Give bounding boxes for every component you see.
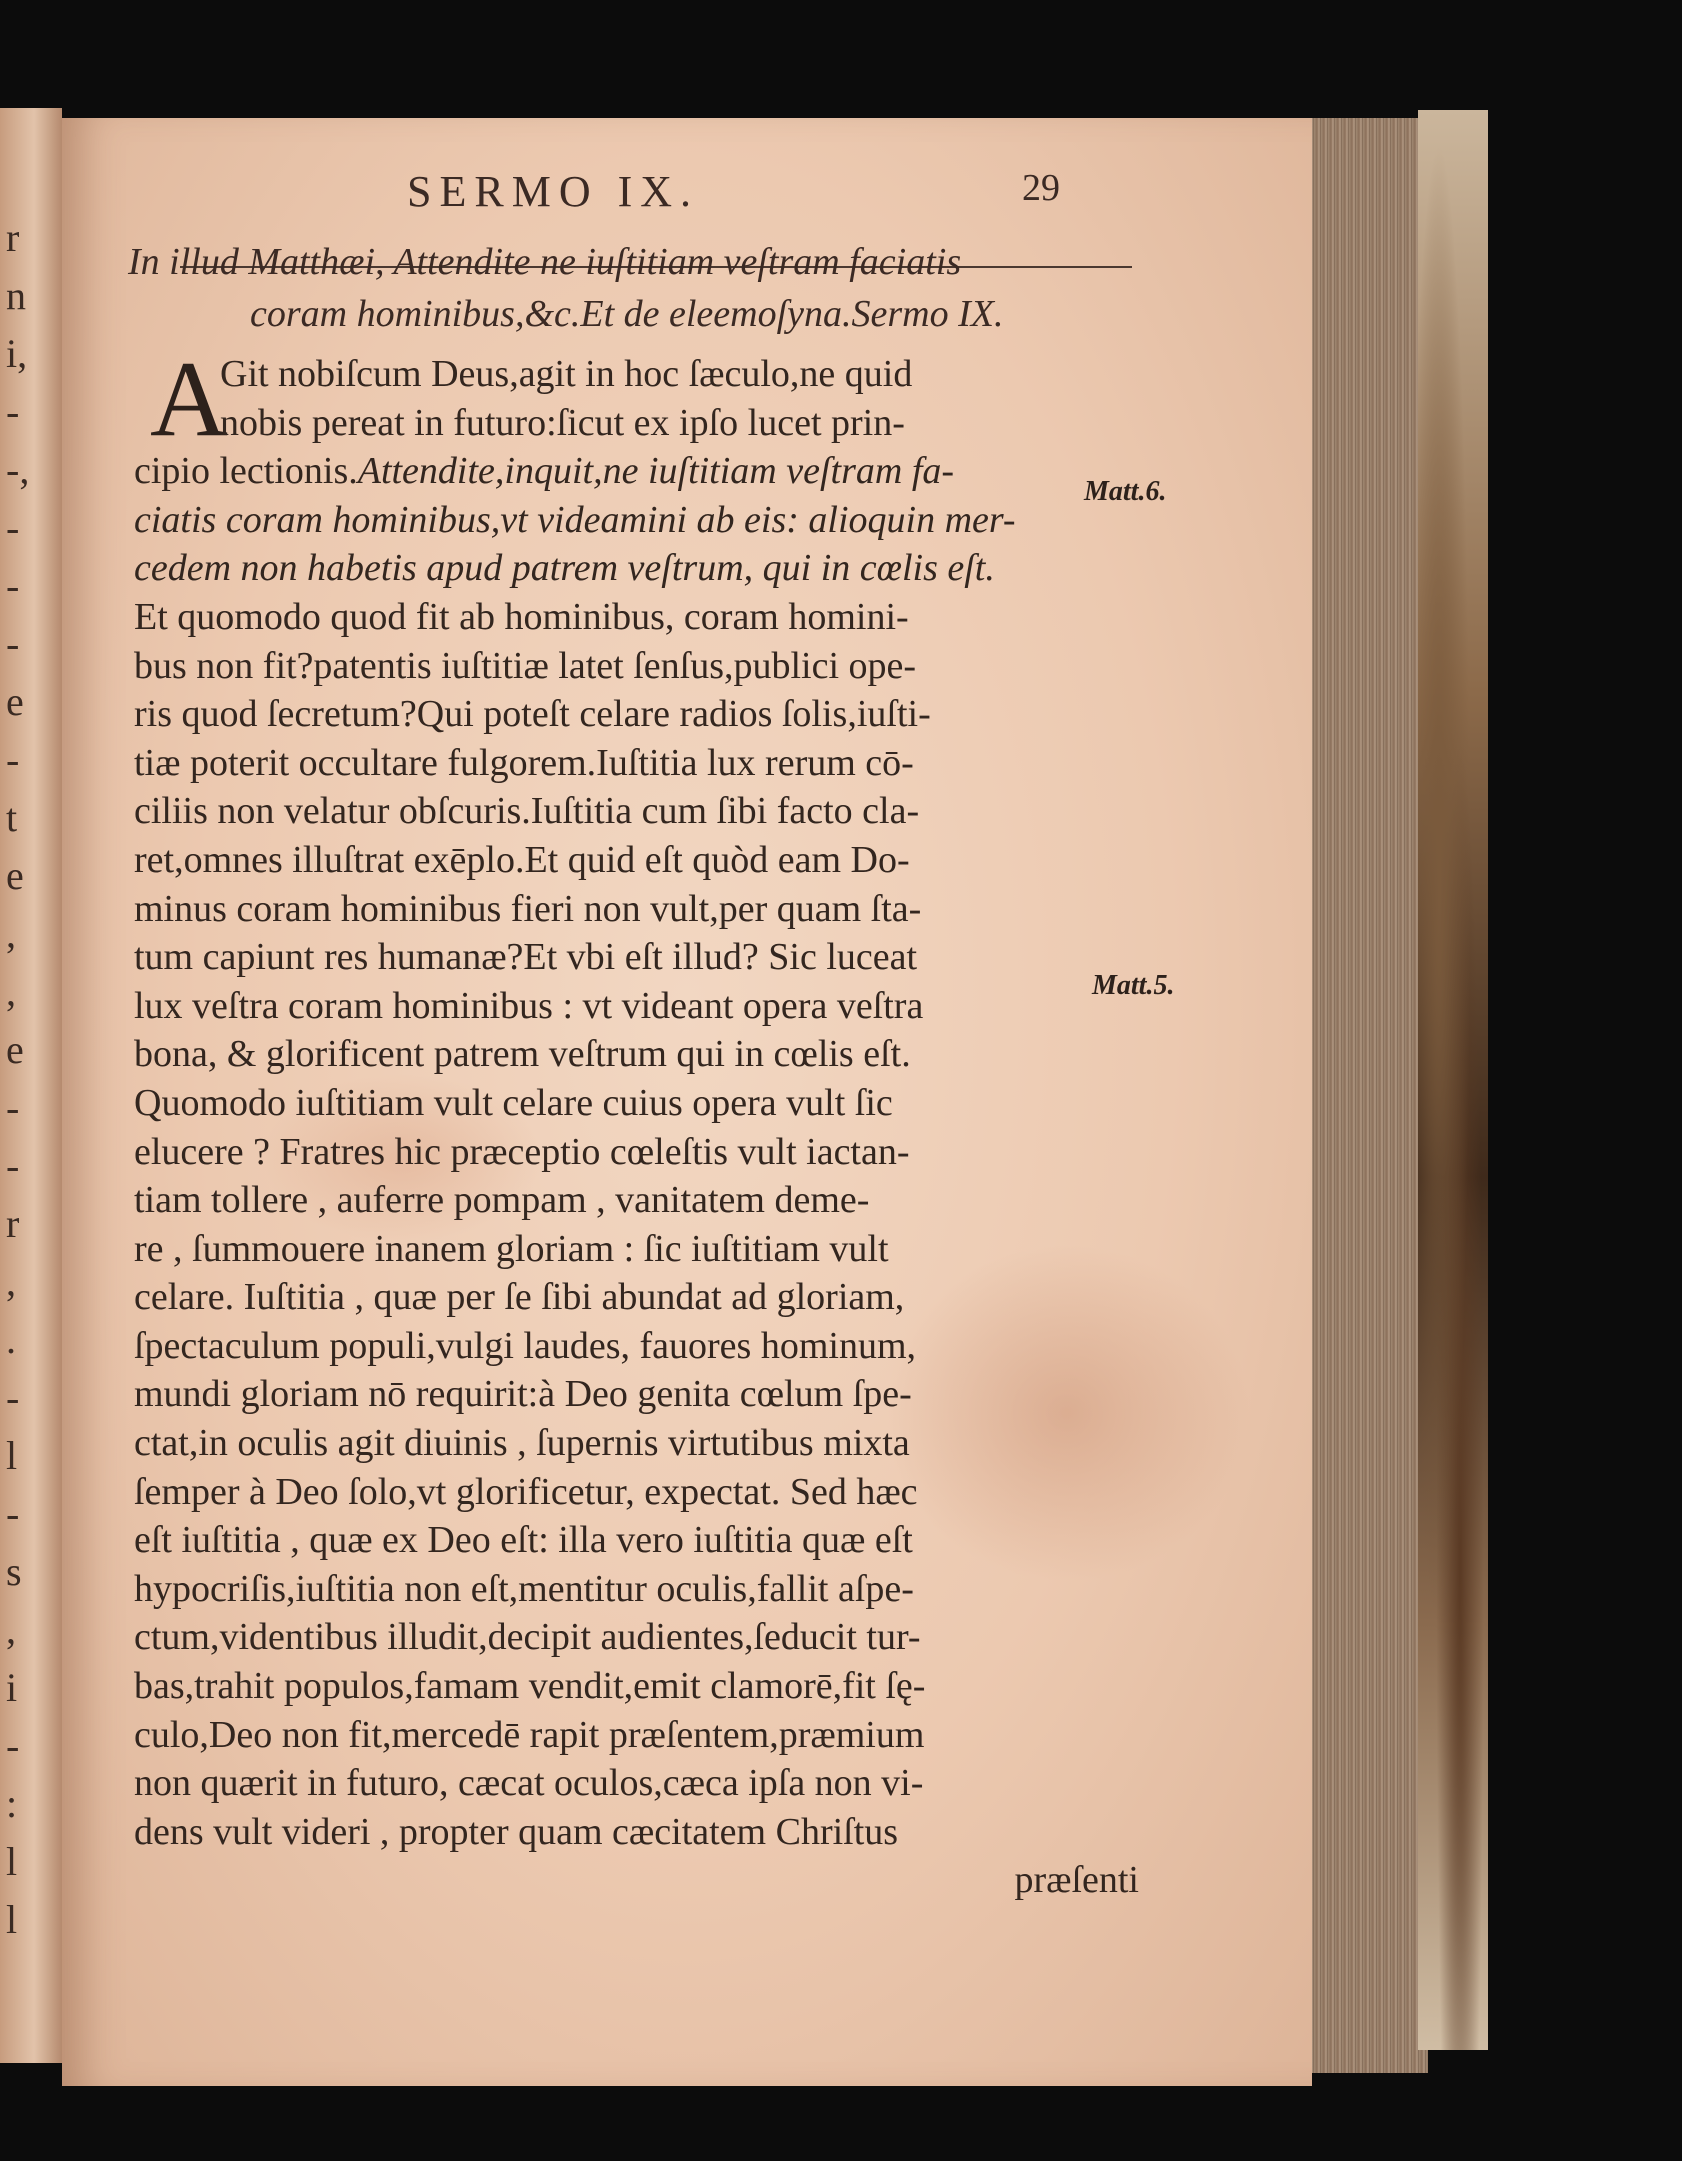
- drop-cap: A: [150, 340, 228, 459]
- prev-page-mark: s: [6, 1549, 22, 1594]
- prev-page-mark: e: [6, 679, 24, 724]
- text-line: minus coram hominibus fieri non vult,per quam ſta-: [134, 887, 922, 930]
- text-line: tiam tollere , auferre pompam , vanitatem deme-: [134, 1179, 870, 1222]
- text-line: ſemper à Deo ſolo,vt glorificetur, expectat. Sed hæc: [134, 1470, 918, 1513]
- text-line: tum capiunt res humanæ?Et vbi eſt illud? Sic luceat: [134, 936, 918, 979]
- prev-page-mark: -: [6, 563, 20, 608]
- text-line: mundi gloriam nō requirit:à Deo genita cœlum ſpe-: [134, 1373, 912, 1416]
- heading-line-2: coram hominibus,&c.Et de eleemoſyna.Sermo IX.: [250, 293, 1004, 335]
- text-line: nobis pereat in futuro:ſicut ex ipſo lucet prin-: [220, 401, 905, 444]
- text-line: elucere ? Fratres hic præceptio cœleſtis vult iactan-: [134, 1130, 910, 1173]
- prev-page-mark: -: [6, 737, 20, 782]
- prev-page-mark: -: [6, 621, 20, 666]
- prev-page-mark: i: [6, 1665, 18, 1710]
- prev-page-mark: l: [6, 1897, 18, 1942]
- text-line: Quomodo iuſtitiam vult celare cuius opera vult ſic: [134, 1081, 893, 1124]
- prev-page-mark: t: [6, 795, 18, 840]
- prev-page-mark: -: [6, 505, 20, 550]
- page-number: 29: [1022, 167, 1060, 209]
- prev-page-mark: -: [6, 1491, 20, 1536]
- body-text: [134, 340, 1139, 1905]
- text-line: culo,Deo non fit,mercedē rapit præſentem,præmium: [134, 1713, 925, 1756]
- book-fore-edge: [1300, 118, 1428, 2073]
- text-line: tiæ poterit occultare fulgorem.Iuſtitia lux rerum cō-: [134, 741, 914, 784]
- prev-page-mark: r: [6, 215, 20, 260]
- prev-page-mark: -: [6, 1375, 20, 1420]
- prev-page-mark: n: [6, 273, 26, 318]
- margin-note-matt-6: Matt.6.: [1084, 476, 1167, 507]
- text-line: ctum,videntibus illudit,decipit audientes,ſeducit tur-: [134, 1616, 921, 1659]
- prev-page-mark: i,: [6, 331, 28, 376]
- text-line: bona, & glorificent patrem veſtrum qui in cœlis eſt.: [134, 1033, 911, 1076]
- text-line: ciatis coram hominibus,vt videamini ab eis: alioquin mer-: [134, 498, 1016, 541]
- prev-page-mark: ,: [6, 911, 16, 956]
- prev-page-mark: e: [6, 853, 24, 898]
- prev-page-mark: ,: [6, 1259, 16, 1304]
- text-line: celare. Iuſtitia , quæ per ſe ſibi abundat ad gloriam,: [134, 1276, 905, 1319]
- prev-page-mark: ,: [6, 969, 16, 1014]
- heading-line-1: In illud Matthæi, Attendite ne iuſtitiam veſtram faciatis: [128, 241, 962, 283]
- text-line: bus non fit?patentis iuſtitiæ latet ſenſus,publici ope-: [134, 644, 917, 687]
- text-line: [134, 447, 1139, 496]
- prev-page-mark: -,: [6, 447, 30, 492]
- text-line: hypocriſis,iuſtitia non eſt,mentitur oculis,fallit aſpe-: [134, 1567, 914, 1610]
- catchword: præſenti: [1014, 1859, 1139, 1902]
- prev-page-mark: :: [6, 1781, 18, 1826]
- margin-note-matt-5: Matt.5.: [1092, 970, 1175, 1001]
- prev-page-mark: -: [6, 1143, 20, 1188]
- text-line: Et quomodo quod fit ab hominibus, coram homini-: [134, 595, 909, 638]
- prev-page-mark: ,: [6, 1607, 16, 1652]
- sermon-heading: [128, 236, 1158, 340]
- prev-page-mark: e: [6, 1027, 24, 1072]
- prev-page-mark: .: [6, 1317, 16, 1362]
- prev-page-mark: r: [6, 1201, 20, 1246]
- text-line: ris quod ſecretum?Qui poteſt celare radios ſolis,iuſti-: [134, 693, 931, 736]
- prev-page-mark: l: [6, 1839, 18, 1884]
- marbled-cover-edge: [1418, 110, 1488, 2050]
- text-line: ciliis non velatur obſcuris.Iuſtitia cum ſibi facto cla-: [134, 790, 920, 833]
- text-line: dens vult videri , propter quam cæcitatem Chriſtus: [134, 1810, 899, 1853]
- book-page: [62, 118, 1312, 2086]
- text-line: non quærit in futuro, cæcat oculos,cæca ipſa non vi-: [134, 1762, 924, 1805]
- text-line: lux veſtra coram hominibus : vt videant opera veſtra: [134, 984, 924, 1027]
- text-line-roman: cipio lectionis.: [134, 450, 358, 493]
- text-line: ret,omnes illuſtrat exēplo.Et quid eſt quòd eam Do-: [134, 838, 910, 881]
- text-line: bas,trahit populos,famam vendit,emit clamorē,fit ſę-: [134, 1665, 926, 1708]
- text-line: re , ſummouere inanem gloriam : ſic iuſtitiam vult: [134, 1227, 889, 1270]
- text-line: ctat,in oculis agit diuinis , ſupernis virtutibus mixta: [134, 1422, 910, 1465]
- text-line: ſpectaculum populi,vulgi laudes, fauores hominum,: [134, 1324, 917, 1367]
- prev-page-mark: -: [6, 389, 20, 434]
- text-line: cedem non habetis apud patrem veſtrum, qui in cœlis eſt.: [134, 547, 995, 590]
- running-title: SERMO IX.: [407, 167, 700, 216]
- text-line: Git nobiſcum Deus,agit in hoc ſæculo,ne quid: [220, 353, 913, 395]
- prev-page-mark: l: [6, 1433, 18, 1478]
- prev-page-mark: -: [6, 1085, 20, 1130]
- running-head: [62, 166, 1312, 226]
- previous-page-edge: [0, 108, 62, 2063]
- prev-page-mark: -: [6, 1723, 20, 1768]
- text-line-italic: Attendite,inquit,ne iuſtitiam veſtram fa-: [357, 450, 955, 493]
- text-line: eſt iuſtitia , quæ ex Deo eſt: illa vero iuſtitia quæ eſt: [134, 1519, 913, 1562]
